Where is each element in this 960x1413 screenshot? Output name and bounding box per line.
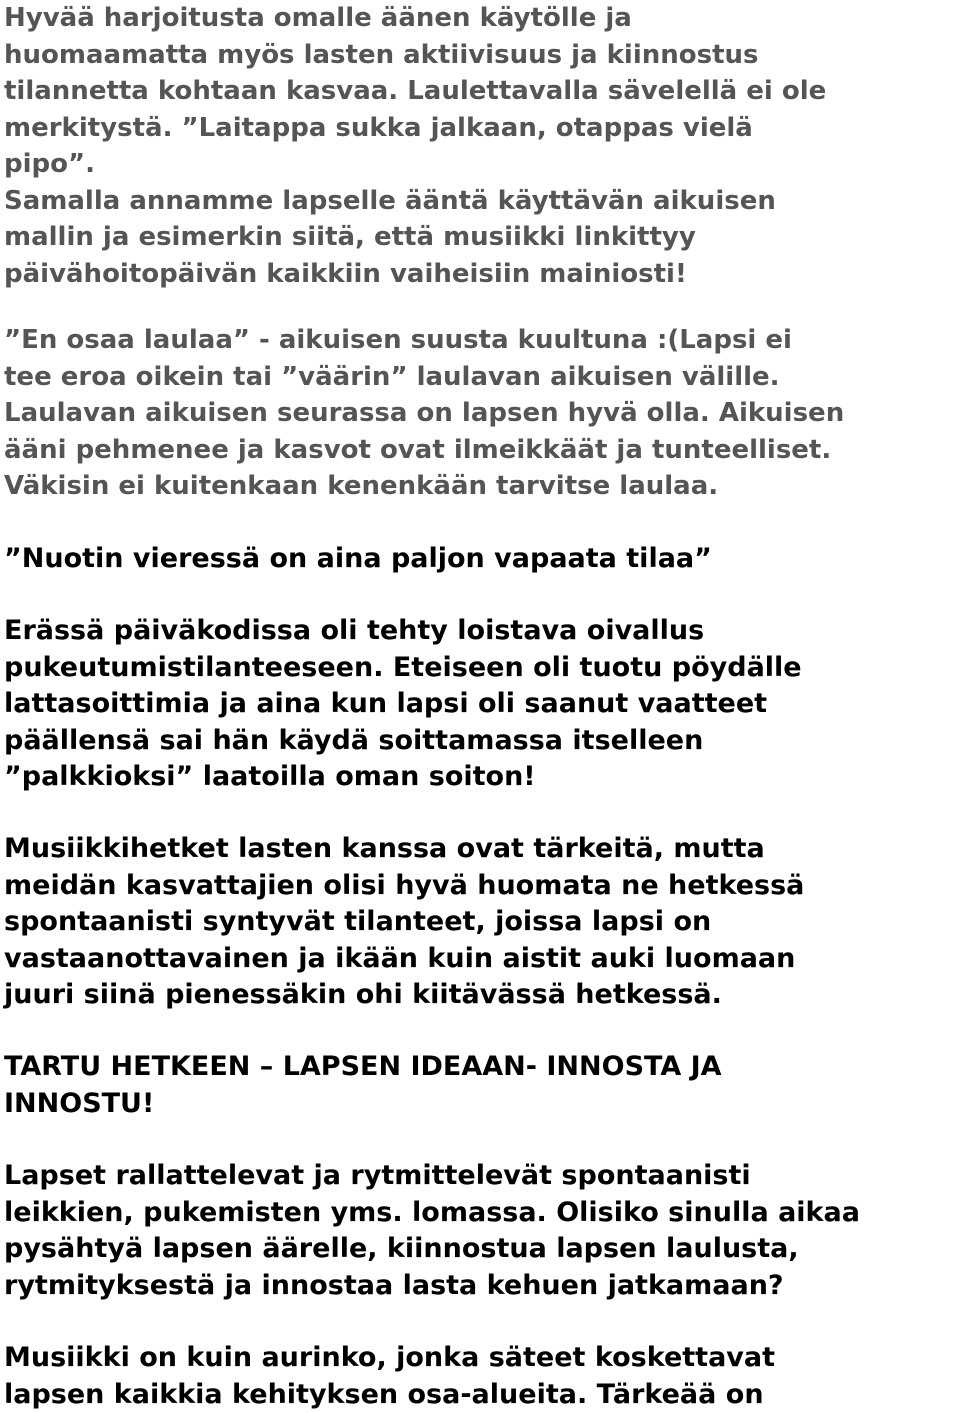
paragraph-kindergarten-idea (4, 613, 960, 796)
heading-text: ”Nuotin vieressä on aina paljon vapaata tilaa” (4, 541, 960, 578)
text-line: ääni pehmenee ja kasvot ovat ilmeikkäät ja tunteelliset. (4, 432, 960, 469)
paragraph-singing-practice (4, 0, 960, 292)
text-line: TARTU HETKEEN – LAPSEN IDEAAN- INNOSTA JA (4, 1049, 960, 1086)
text-line: Lapset rallattelevat ja rytmittelevät spontaanisti (4, 1158, 960, 1195)
text-line: Väkisin ei kuitenkaan kenenkään tarvitse laulaa. (4, 468, 960, 505)
text-line: spontaanisti syntyvät tilanteet, joissa lapsi on (4, 904, 960, 941)
text-line: pysähtyä lapsen äärelle, kiinnostua lapsen laulusta, (4, 1231, 960, 1268)
text-line: Samalla annamme lapselle ääntä käyttävän aikuisen (4, 183, 960, 220)
text-line: lattasoittimia ja aina kun lapsi oli saanut vaatteet (4, 686, 960, 723)
text-line: tee eroa oikein tai ”väärin” laulavan aikuisen välille. (4, 359, 960, 396)
paragraph-music-moments (4, 831, 960, 1014)
text-line: rytmityksestä ja innostaa lasta kehuen jatkamaan? (4, 1268, 960, 1305)
text-line: leikkien, pukemisten yms. lomassa. Olisiko sinulla aikaa (4, 1195, 960, 1232)
text-line: pipo”. (4, 146, 960, 183)
text-line: huomaamatta myös lasten aktiivisuus ja kiinnostus (4, 37, 960, 74)
text-line: Musiikki on kuin aurinko, jonka säteet koskettavat (4, 1340, 960, 1377)
text-line: mallin ja esimerkin siitä, että musiikki linkittyy (4, 219, 960, 256)
paragraph-music-sun (4, 1340, 960, 1413)
text-line: Erässä päiväkodissa oli tehty loistava oivallus (4, 613, 960, 650)
text-line: merkitystä. ”Laitappa sukka jalkaan, otappas vielä (4, 110, 960, 147)
paragraph-cannot-sing (4, 322, 960, 505)
text-line: meidän kasvattajien olisi hyvä huomata ne hetkessä (4, 868, 960, 905)
text-line: lapsen kaikkia kehityksen osa-alueita. Tärkeää on (4, 1377, 960, 1413)
text-line: päällensä sai hän käydä soittamassa itselleen (4, 723, 960, 760)
text-line: Musiikkihetket lasten kanssa ovat tärkeitä, mutta (4, 831, 960, 868)
text-line: Hyvää harjoitusta omalle äänen käytölle ja (4, 0, 960, 37)
text-line: juuri siinä pienessäkin ohi kiitävässä hetkessä. (4, 977, 960, 1014)
paragraph-children-humming (4, 1158, 960, 1304)
text-line: ”En osaa laulaa” - aikuisen suusta kuultuna :(Lapsi ei (4, 322, 960, 359)
text-line: päivähoitopäivän kaikkiin vaiheisiin mainiosti! (4, 256, 960, 293)
text-line: tilannetta kohtaan kasvaa. Laulettavalla sävelellä ei ole (4, 73, 960, 110)
text-line: INNOSTU! (4, 1086, 960, 1123)
text-line: vastaanottavainen ja ikään kuin aistit auki luomaan (4, 941, 960, 978)
text-line: ”palkkioksi” laatoilla oman soiton! (4, 759, 960, 796)
section-heading (4, 541, 960, 578)
paragraph-seize-the-moment (4, 1049, 960, 1122)
text-line: Laulavan aikuisen seurassa on lapsen hyvä olla. Aikuisen (4, 395, 960, 432)
text-line: pukeutumistilanteeseen. Eteiseen oli tuotu pöydälle (4, 650, 960, 687)
